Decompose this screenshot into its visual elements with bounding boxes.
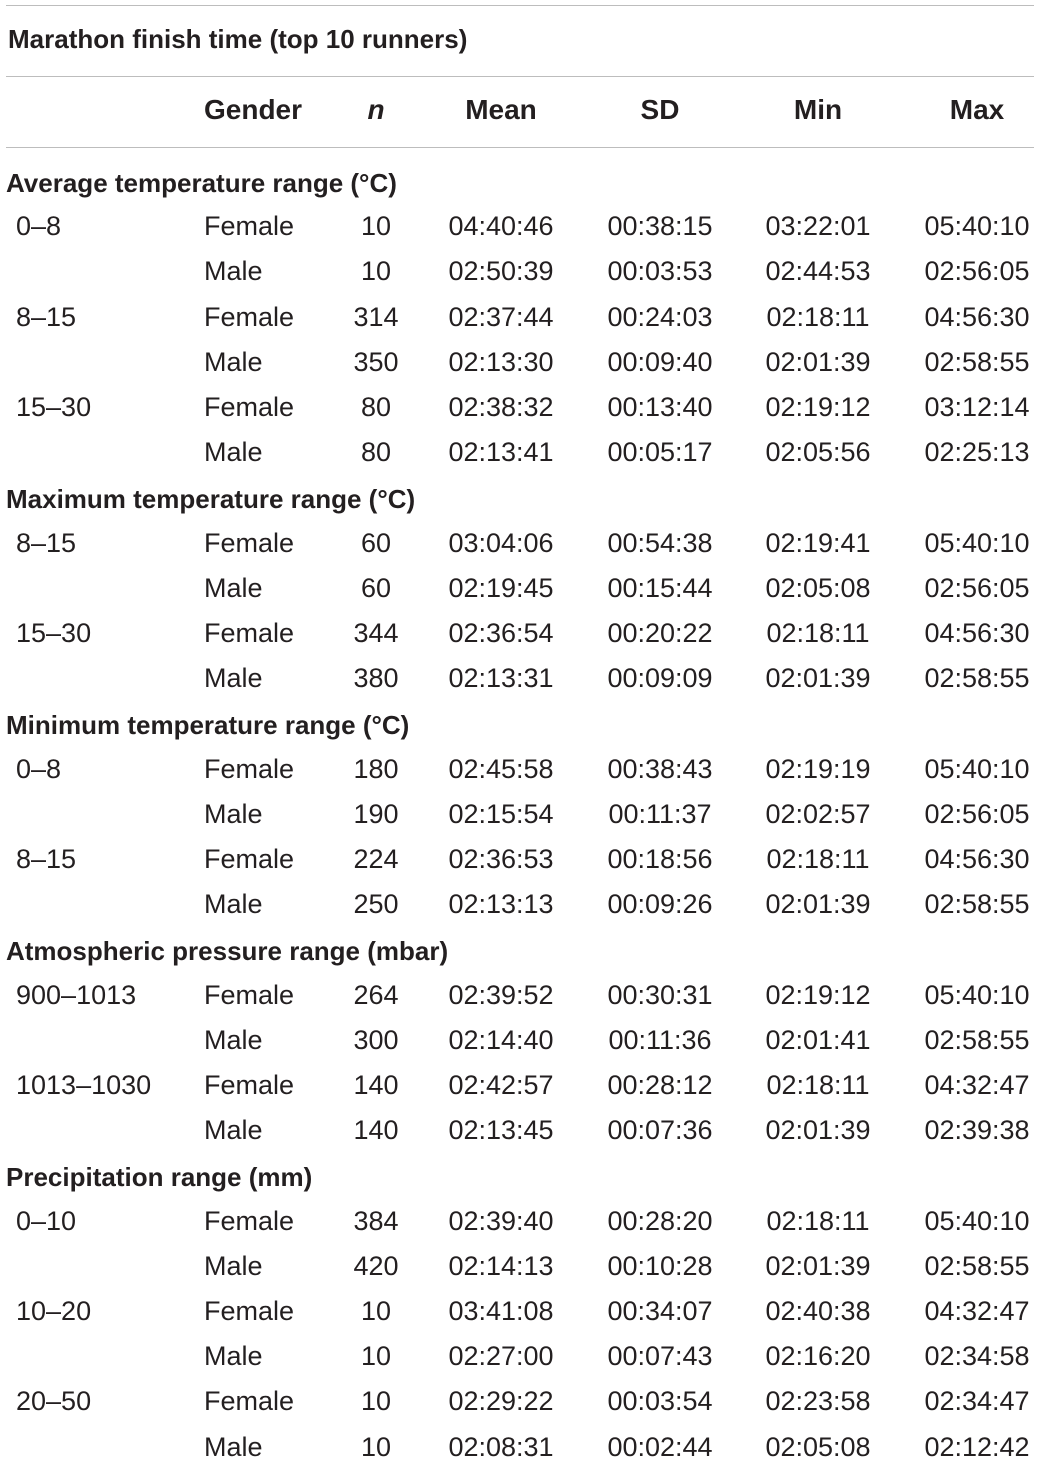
cell-sd: 00:11:36: [608, 1024, 712, 1055]
cell-sd: 00:30:31: [607, 979, 713, 1010]
cell-min: 02:01:41: [765, 1024, 871, 1055]
cell-gender: Female: [204, 301, 295, 332]
cell-min: 02:44:53: [765, 256, 871, 287]
column-header-sd: SD: [640, 94, 680, 125]
cell-n: 344: [353, 618, 399, 648]
cell-mean: 02:08:31: [448, 1431, 554, 1462]
cell-gender: Female: [204, 753, 295, 784]
cell-range: 0–10: [16, 1205, 77, 1236]
cell-min: 02:16:20: [765, 1341, 871, 1372]
cell-gender: Male: [204, 1115, 263, 1146]
cell-gender: Female: [204, 844, 295, 874]
cell-max: 02:56:05: [924, 798, 1030, 829]
top-rule: [6, 5, 1034, 6]
cell-n: 380: [353, 663, 399, 694]
cell-n: 80: [360, 437, 392, 468]
section-heading: Atmospheric pressure range (mbar): [6, 936, 449, 967]
cell-n: 140: [353, 1115, 399, 1146]
cell-gender: Male: [204, 346, 263, 377]
cell-n: 10: [360, 1386, 392, 1417]
cell-gender: Female: [204, 618, 295, 648]
section-heading: Minimum temperature range (°C): [6, 710, 410, 741]
cell-max: 03:12:14: [924, 392, 1030, 422]
column-header-min: Min: [793, 94, 843, 125]
title-rule: [6, 76, 1034, 77]
cell-min: 02:23:58: [765, 1386, 871, 1417]
cell-mean: 02:36:53: [448, 844, 554, 874]
cell-min: 02:18:11: [766, 1205, 870, 1236]
cell-sd: 00:07:36: [607, 1115, 713, 1146]
cell-max: 02:58:55: [924, 346, 1030, 377]
cell-max: 02:58:55: [924, 889, 1030, 920]
cell-sd: 00:54:38: [607, 527, 713, 558]
column-header-n: n: [367, 94, 385, 125]
cell-min: 02:02:57: [765, 798, 871, 829]
cell-max: 02:34:58: [924, 1341, 1030, 1372]
cell-mean: 02:36:54: [448, 618, 554, 648]
column-header-mean: Mean: [465, 94, 537, 125]
cell-n: 60: [360, 527, 392, 558]
cell-mean: 02:13:41: [448, 437, 554, 468]
cell-gender: Female: [204, 1386, 295, 1417]
cell-mean: 02:38:32: [448, 392, 554, 422]
cell-max: 02:12:42: [924, 1431, 1030, 1462]
cell-max: 02:39:38: [924, 1115, 1030, 1146]
cell-mean: 02:13:30: [448, 346, 554, 377]
cell-min: 02:01:39: [765, 346, 871, 377]
cell-sd: 00:07:43: [607, 1341, 713, 1372]
cell-max: 04:32:47: [924, 1070, 1030, 1100]
cell-gender: Female: [204, 1296, 295, 1326]
cell-max: 05:40:10: [924, 211, 1030, 242]
cell-mean: 02:13:13: [448, 889, 554, 920]
cell-mean: 02:29:22: [448, 1386, 554, 1417]
cell-range: 8–15: [16, 301, 77, 332]
cell-max: 02:58:55: [924, 1024, 1030, 1055]
cell-range: 8–15: [16, 527, 77, 558]
cell-n: 420: [353, 1250, 399, 1281]
cell-max: 04:56:30: [924, 618, 1030, 648]
cell-sd: 00:13:40: [607, 392, 713, 422]
cell-gender: Female: [204, 979, 295, 1010]
cell-gender: Male: [204, 1341, 263, 1372]
cell-max: 04:32:47: [924, 1296, 1030, 1326]
cell-n: 60: [360, 572, 392, 603]
cell-mean: 02:14:40: [448, 1024, 554, 1055]
cell-mean: 02:27:00: [448, 1341, 554, 1372]
cell-n: 10: [360, 1296, 392, 1326]
cell-min: 02:19:12: [765, 392, 871, 422]
cell-sd: 00:38:15: [607, 211, 713, 242]
cell-n: 300: [353, 1024, 399, 1055]
cell-gender: Male: [204, 1024, 263, 1055]
section-heading: Precipitation range (mm): [6, 1162, 313, 1193]
cell-range: 20–50: [16, 1386, 92, 1417]
cell-range: 8–15: [16, 844, 77, 874]
cell-sd: 00:38:43: [607, 753, 713, 784]
cell-max: 02:25:13: [924, 437, 1030, 468]
cell-max: 05:40:10: [924, 753, 1030, 784]
section-heading: Average temperature range (°C): [6, 168, 397, 198]
cell-sd: 00:15:44: [607, 572, 713, 603]
cell-mean: 03:41:08: [448, 1296, 554, 1326]
table-title: Marathon finish time (top 10 runners): [8, 24, 468, 54]
cell-sd: 00:18:56: [607, 844, 713, 874]
cell-n: 140: [353, 1070, 399, 1100]
cell-mean: 02:13:31: [448, 663, 554, 694]
cell-range: 15–30: [16, 392, 92, 422]
cell-gender: Male: [204, 1250, 263, 1281]
cell-mean: 02:14:13: [448, 1250, 554, 1281]
cell-n: 264: [353, 979, 399, 1010]
cell-mean: 03:04:06: [448, 527, 554, 558]
cell-gender: Male: [204, 1431, 263, 1462]
cell-min: 02:18:11: [766, 618, 870, 648]
cell-sd: 00:03:54: [607, 1386, 713, 1417]
cell-sd: 00:03:53: [607, 256, 713, 287]
cell-mean: 02:37:44: [448, 301, 554, 332]
cell-n: 224: [353, 844, 399, 874]
cell-min: 02:18:11: [766, 1070, 870, 1100]
cell-gender: Female: [204, 392, 295, 422]
cell-n: 314: [353, 301, 399, 332]
cell-sd: 00:28:20: [607, 1205, 713, 1236]
cell-sd: 00:09:40: [607, 346, 713, 377]
cell-max: 02:34:47: [924, 1386, 1030, 1417]
cell-mean: 02:45:58: [448, 753, 554, 784]
cell-range: 10–20: [16, 1296, 92, 1326]
cell-min: 02:05:08: [765, 572, 871, 603]
cell-gender: Female: [204, 527, 295, 558]
cell-sd: 00:11:37: [608, 798, 712, 829]
cell-sd: 00:02:44: [607, 1431, 713, 1462]
cell-gender: Male: [204, 437, 263, 468]
cell-n: 384: [353, 1205, 399, 1236]
cell-gender: Male: [204, 798, 263, 829]
cell-sd: 00:28:12: [607, 1070, 713, 1100]
cell-n: 250: [353, 889, 399, 920]
cell-gender: Male: [204, 256, 263, 287]
cell-n: 10: [360, 256, 392, 287]
cell-min: 03:22:01: [765, 211, 871, 242]
cell-mean: 04:40:46: [448, 211, 554, 242]
cell-range: 0–8: [16, 211, 62, 242]
column-header-gender: Gender: [204, 94, 303, 125]
cell-sd: 00:05:17: [607, 437, 713, 468]
header-rule: [6, 147, 1034, 148]
cell-sd: 00:34:07: [607, 1296, 713, 1326]
cell-range: 900–1013: [16, 979, 137, 1010]
cell-sd: 00:10:28: [607, 1250, 713, 1281]
cell-sd: 00:09:26: [607, 889, 713, 920]
cell-min: 02:19:12: [765, 979, 871, 1010]
cell-n: 10: [360, 1341, 392, 1372]
cell-min: 02:01:39: [765, 1250, 871, 1281]
cell-gender: Male: [204, 663, 263, 694]
cell-max: 04:56:30: [924, 844, 1030, 874]
cell-mean: 02:42:57: [448, 1070, 554, 1100]
cell-min: 02:01:39: [765, 663, 871, 694]
cell-gender: Male: [204, 889, 263, 920]
cell-max: 05:40:10: [924, 979, 1030, 1010]
cell-max: 05:40:10: [924, 1205, 1030, 1236]
cell-min: 02:01:39: [765, 1115, 871, 1146]
cell-mean: 02:39:40: [448, 1205, 554, 1236]
cell-n: 350: [353, 346, 399, 377]
cell-min: 02:01:39: [765, 889, 871, 920]
cell-n: 80: [360, 392, 392, 422]
cell-max: 02:56:05: [924, 256, 1030, 287]
cell-min: 02:18:11: [766, 301, 870, 332]
cell-min: 02:19:41: [765, 527, 871, 558]
cell-n: 180: [353, 753, 399, 784]
cell-max: 02:58:55: [924, 1250, 1030, 1281]
cell-max: 02:58:55: [924, 663, 1030, 694]
cell-sd: 00:20:22: [607, 618, 713, 648]
column-header-max: Max: [949, 94, 1005, 125]
cell-gender: Female: [204, 211, 295, 242]
cell-range: 0–8: [16, 753, 62, 784]
cell-min: 02:40:38: [765, 1296, 871, 1326]
cell-mean: 02:39:52: [448, 979, 554, 1010]
cell-gender: Male: [204, 572, 263, 603]
cell-n: 10: [360, 211, 392, 242]
cell-range: 1013–1030: [16, 1070, 152, 1100]
cell-range: 15–30: [16, 618, 92, 648]
cell-n: 10: [360, 1431, 392, 1462]
cell-min: 02:05:56: [765, 437, 871, 468]
cell-max: 05:40:10: [924, 527, 1030, 558]
cell-min: 02:05:08: [765, 1431, 871, 1462]
cell-mean: 02:13:45: [448, 1115, 554, 1146]
cell-min: 02:19:19: [765, 753, 871, 784]
cell-mean: 02:19:45: [448, 572, 554, 603]
cell-sd: 00:09:09: [607, 663, 713, 694]
cell-mean: 02:50:39: [448, 256, 554, 287]
cell-n: 190: [353, 798, 399, 829]
cell-gender: Female: [204, 1205, 295, 1236]
cell-max: 02:56:05: [924, 572, 1030, 603]
cell-min: 02:18:11: [766, 844, 870, 874]
cell-mean: 02:15:54: [448, 798, 554, 829]
cell-sd: 00:24:03: [607, 301, 713, 332]
cell-gender: Female: [204, 1070, 295, 1100]
cell-max: 04:56:30: [924, 301, 1030, 332]
section-heading: Maximum temperature range (°C): [6, 484, 416, 515]
